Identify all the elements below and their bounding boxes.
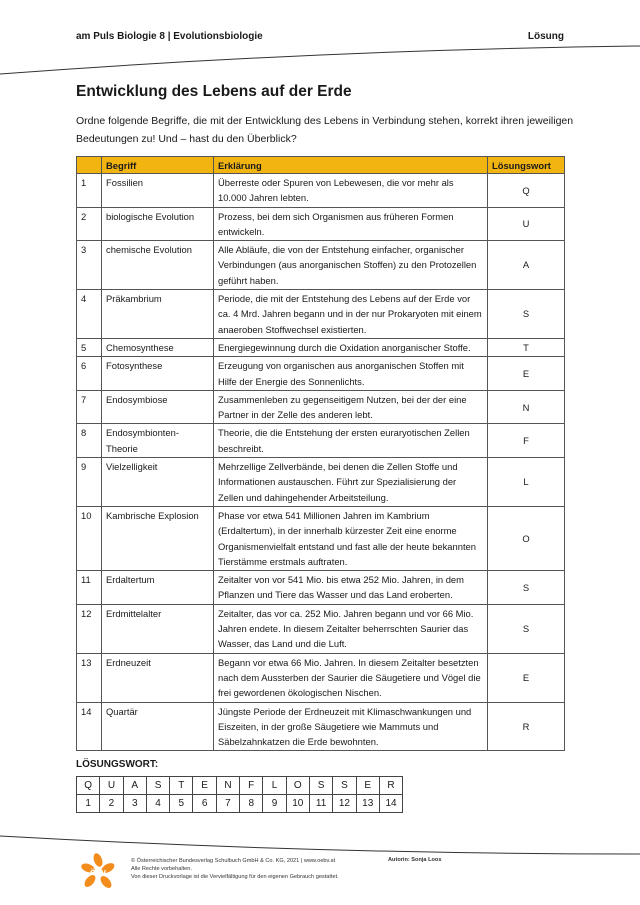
header-explanation: Erklärung [214,157,488,174]
table-row [77,357,565,391]
row-term: Präkambrium [102,290,214,339]
loesungswort-grid [76,776,403,813]
terms-table-header [77,157,565,174]
loesungswort-letter-cell: Q [77,777,100,795]
oebv-logo-icon [78,852,118,892]
loesungswort-letter-cell: U [100,777,123,795]
loesungswort-number-cell: 7 [216,795,239,813]
row-number: 3 [77,241,102,290]
loesungswort-letter-cell: N [216,777,239,795]
row-solution-letter: R [488,702,565,751]
row-term: chemische Evolution [102,241,214,290]
loesungswort-number-cell: 9 [263,795,286,813]
row-explanation: Jüngste Periode der Erdneuzeit mit Klimaschwankungen und Eiszeiten, in der große Säugetiere wie Mammuts und Säbelzahnkatzen die Erde bewohnten. [214,702,488,751]
row-explanation: Erzeugung von organischen aus anorganischen Stoffen mit Hilfe der Energie des Sonnenlichts. [214,357,488,391]
row-explanation: Überreste oder Spuren von Lebewesen, die vor mehr als 10.000 Jahren lebten. [214,174,488,208]
footer-copyright [131,857,339,882]
row-solution-letter: O [488,506,565,570]
row-solution-letter: L [488,458,565,507]
table-row [77,702,565,751]
row-solution-letter: T [488,338,565,356]
loesungswort-letter-cell: T [170,777,193,795]
loesungswort-label: LÖSUNGSWORT: [76,759,159,770]
loesungswort-number-cell: 6 [193,795,216,813]
header-series-title: am Puls Biologie 8 | Evolutionsbiologie [76,31,263,42]
loesungswort-number-cell: 11 [309,795,332,813]
terms-table [76,156,565,751]
row-number: 4 [77,290,102,339]
loesungswort-letter-cell: E [356,777,379,795]
row-solution-letter: Q [488,174,565,208]
footer-line-2: Alle Rechte vorbehalten. [131,866,192,873]
row-explanation: Mehrzellige Zellverbände, bei denen die Zellen Stoffe und Informationen austauschen. Führt zur Spezialisierung der Zellen und dahingehender Arbeitsteilung. [214,458,488,507]
loesungswort-letter-cell: E [193,777,216,795]
table-row [77,506,565,570]
table-row [77,207,565,241]
row-number: 8 [77,424,102,458]
row-number: 14 [77,702,102,751]
loesungswort-number-cell: 14 [379,795,402,813]
row-solution-letter: S [488,571,565,605]
row-explanation: Energiegewinnung durch die Oxidation anorganischer Stoffe. [214,338,488,356]
header-divider-curve [0,44,640,80]
header-solution-word: Lösungswort [488,157,565,174]
table-row [77,604,565,653]
table-row [77,241,565,290]
row-number: 10 [77,506,102,570]
row-explanation: Phase vor etwa 541 Millionen Jahren im Kambrium (Erdaltertum), in der innerhalb kürzester Zeit eine enorme Organismenvielfalt entstand und fast alle der heute bekannten Tierstämme erstmals auftraten. [214,506,488,570]
footer-line-3: Von dieser Druckvorlage ist die Vervielfältigung für den eigenen Gebrauch gestattet. [131,874,339,881]
row-solution-letter: S [488,290,565,339]
table-row [77,571,565,605]
loesungswort-number-cell: 10 [286,795,309,813]
row-number: 7 [77,390,102,424]
loesungswort-letter-cell: R [379,777,402,795]
loesungswort-number-cell: 2 [100,795,123,813]
table-row [77,338,565,356]
loesungswort-number-cell: 3 [123,795,146,813]
row-number: 9 [77,458,102,507]
header-solution-label: Lösung [527,31,564,42]
row-explanation: Zeitalter von vor 541 Mio. bis etwa 252 Mio. Jahren, in dem Pflanzen und Tiere das Wasser und das Land eroberten. [214,571,488,605]
footer-author: Autorin: Sonja Loos [388,857,442,863]
table-row [77,458,565,507]
loesungswort-letter-cell: S [333,777,356,795]
row-explanation: Periode, die mit der Entstehung des Lebens auf der Erde vor ca. 4 Mrd. Jahren begann und in der nur Prokaryoten mit einem anaeroben Stoffwechsel existierten. [214,290,488,339]
row-explanation: Prozess, bei dem sich Organismen aus früheren Formen entwickeln. [214,207,488,241]
row-solution-letter: E [488,357,565,391]
row-explanation: Theorie, die die Entstehung der ersten euraryotischen Zellen beschreibt. [214,424,488,458]
loesungswort-number-cell: 8 [240,795,263,813]
row-term: Erdmittelalter [102,604,214,653]
row-solution-letter: U [488,207,565,241]
loesungswort-number-cell: 1 [77,795,100,813]
row-term: Erdaltertum [102,571,214,605]
loesungswort-letter-cell: S [309,777,332,795]
row-number: 5 [77,338,102,356]
header-number [77,157,102,174]
row-number: 6 [77,357,102,391]
loesungswort-letter-cell: A [123,777,146,795]
row-term: Vielzelligkeit [102,458,214,507]
logo-text: öbv [89,867,107,877]
loesungswort-number-cell: 13 [356,795,379,813]
row-term: Chemosynthese [102,338,214,356]
row-number: 1 [77,174,102,208]
row-solution-letter: E [488,653,565,702]
row-solution-letter: F [488,424,565,458]
loesungswort-number-cell: 5 [170,795,193,813]
footer-line-1: © Österreichischer Bundesverlag Schulbuch GmbH & Co. KG, 2021 | www.oebv.at [131,858,336,864]
row-solution-letter: S [488,604,565,653]
row-term: Fossilien [102,174,214,208]
row-solution-letter: A [488,241,565,290]
row-term: Fotosynthese [102,357,214,391]
row-explanation: Begann vor etwa 66 Mio. Jahren. In diesem Zeitalter besetzten nach dem Aussterben der Saurier die Säugetiere und Vögel die frei gewordenen ökologischen Nischen. [214,653,488,702]
row-term: Erdneuzeit [102,653,214,702]
row-number: 2 [77,207,102,241]
row-term: Endosymbionten-Theorie [102,424,214,458]
loesungswort-number-cell: 4 [146,795,169,813]
table-row [77,424,565,458]
row-explanation: Zusammenleben zu gegenseitigem Nutzen, bei der der eine Partner in der Zelle des anderen lebt. [214,390,488,424]
row-solution-letter: N [488,390,565,424]
row-number: 12 [77,604,102,653]
page-title: Entwicklung des Lebens auf der Erde [76,83,352,100]
loesungswort-number-cell: 12 [333,795,356,813]
loesungswort-letter-cell: O [286,777,309,795]
table-row [77,290,565,339]
row-number: 11 [77,571,102,605]
row-number: 13 [77,653,102,702]
row-explanation: Zeitalter, das vor ca. 252 Mio. Jahren begann und vor 66 Mio. Jahren endete. In diesem Zeitalter beherrschten Saurier das Wasser, das Land und die Luft. [214,604,488,653]
table-row [77,390,565,424]
loesungswort-letter-cell: F [240,777,263,795]
loesungswort-letters-row [77,777,403,795]
row-term: biologische Evolution [102,207,214,241]
row-term: Endosymbiose [102,390,214,424]
table-row [77,653,565,702]
loesungswort-letter-cell: L [263,777,286,795]
table-row [77,174,565,208]
loesungswort-numbers-row [77,795,403,813]
row-term: Quartär [102,702,214,751]
row-explanation: Alle Abläufe, die von der Entstehung einfacher, organischer Verbindungen (aus anorganischen Stoffen) zu den Protozellen geführt haben. [214,241,488,290]
header-term: Begriff [102,157,214,174]
loesungswort-letter-cell: S [146,777,169,795]
row-term: Kambrische Explosion [102,506,214,570]
intro-text: Ordne folgende Begriffe, die mit der Entwicklung des Lebens in Verbindung stehen, korrekt ihren jeweiligen Bedeutungen zu! Und – hast du den Überblick? [76,115,574,145]
